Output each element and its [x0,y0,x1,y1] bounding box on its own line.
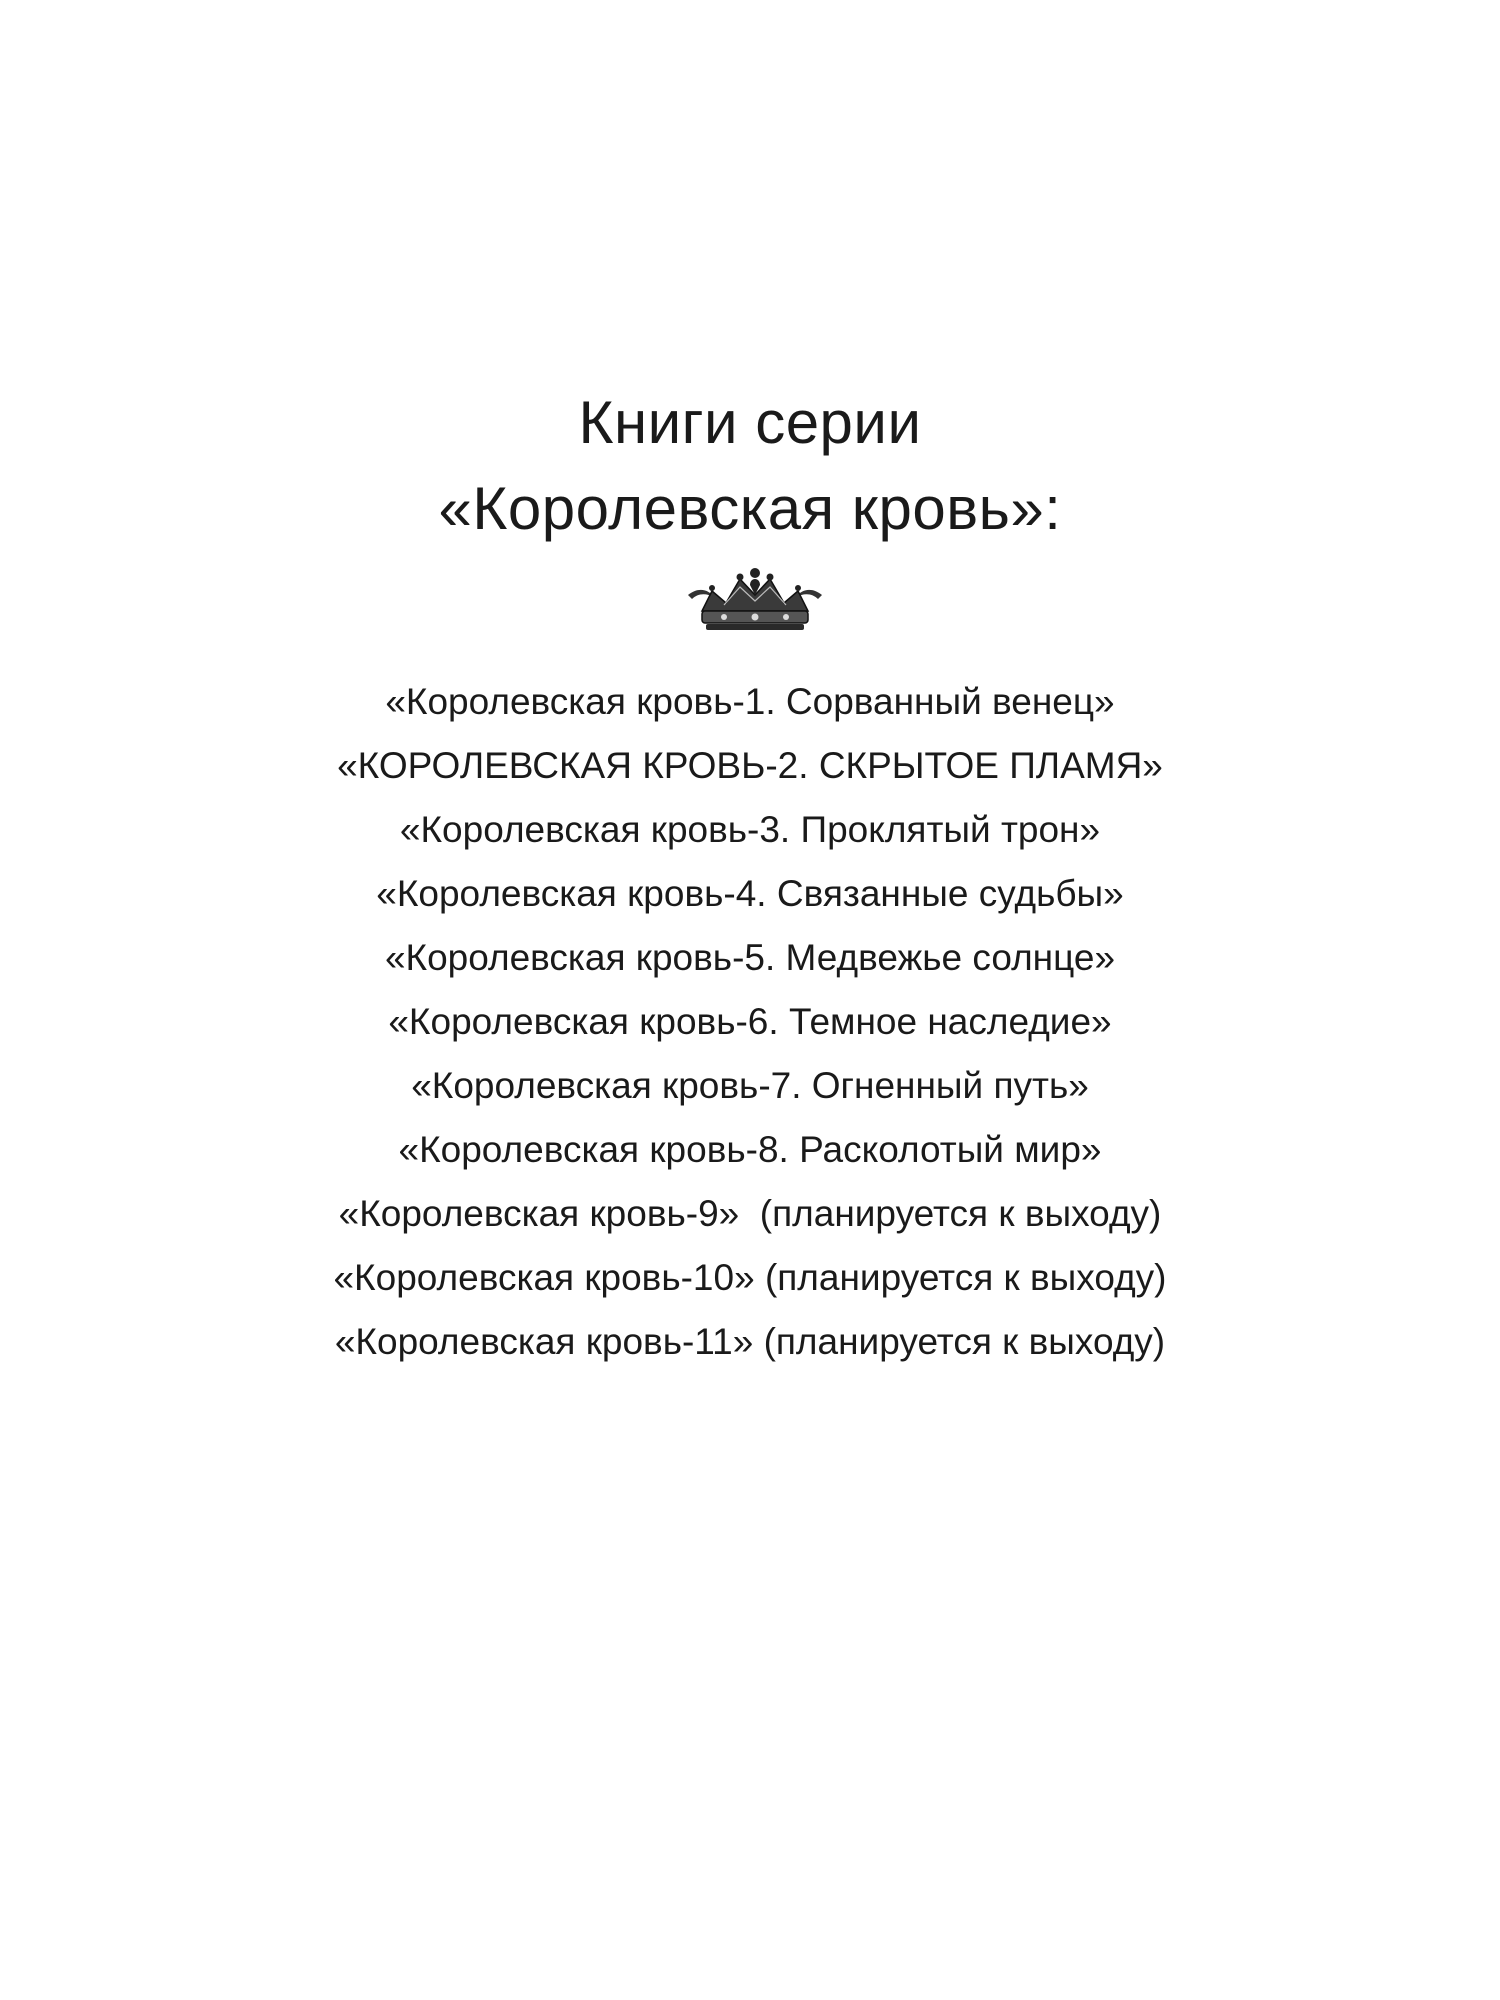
list-item [0,862,1500,926]
list-item [0,1054,1500,1118]
list-item [0,926,1500,990]
list-item [0,734,1500,798]
list-item [0,990,1500,1054]
list-item [0,1246,1500,1310]
title-line-1: Книги серии [578,389,922,456]
book-note: (планируется к выходу) [754,1257,1167,1298]
book-note: (планируется к выходу) [753,1321,1166,1362]
list-item [0,798,1500,862]
title-line-2: «Королевская кровь»: [438,475,1062,542]
book-note: (планируется к выходу) [739,1193,1162,1234]
book-title: «Королевская кровь-1. Сорванный венец» [385,681,1115,722]
book-title: «Королевская кровь-10» [333,1257,755,1298]
book-title: «Королевская кровь-8. Расколотый мир» [398,1129,1102,1170]
book-title: «Королевская кровь-5. Медвежье солнце» [384,937,1116,978]
list-item [0,670,1500,734]
book-title: «Королевская кровь-7. Огненный путь» [411,1065,1089,1106]
list-item [0,1310,1500,1374]
page-title [0,380,1500,552]
book-title: «Королевская кровь-6. Темное наследие» [388,1001,1112,1042]
book-title: «Королевская кровь-3. Проклятый трон» [399,809,1101,850]
book-title: «Королевская кровь-11» [334,1321,754,1362]
list-item [0,1182,1500,1246]
list-item [0,1118,1500,1182]
book-list [0,670,1500,1374]
book-title: «Королевская кровь-9» [338,1193,740,1234]
crown-icon [684,565,826,637]
book-title: «Королевская кровь-4. Связанные судьбы» [376,873,1124,914]
book-title: «КОРОЛЕВСКАЯ КРОВЬ-2. СКРЫТОЕ ПЛАМЯ» [337,745,1163,786]
